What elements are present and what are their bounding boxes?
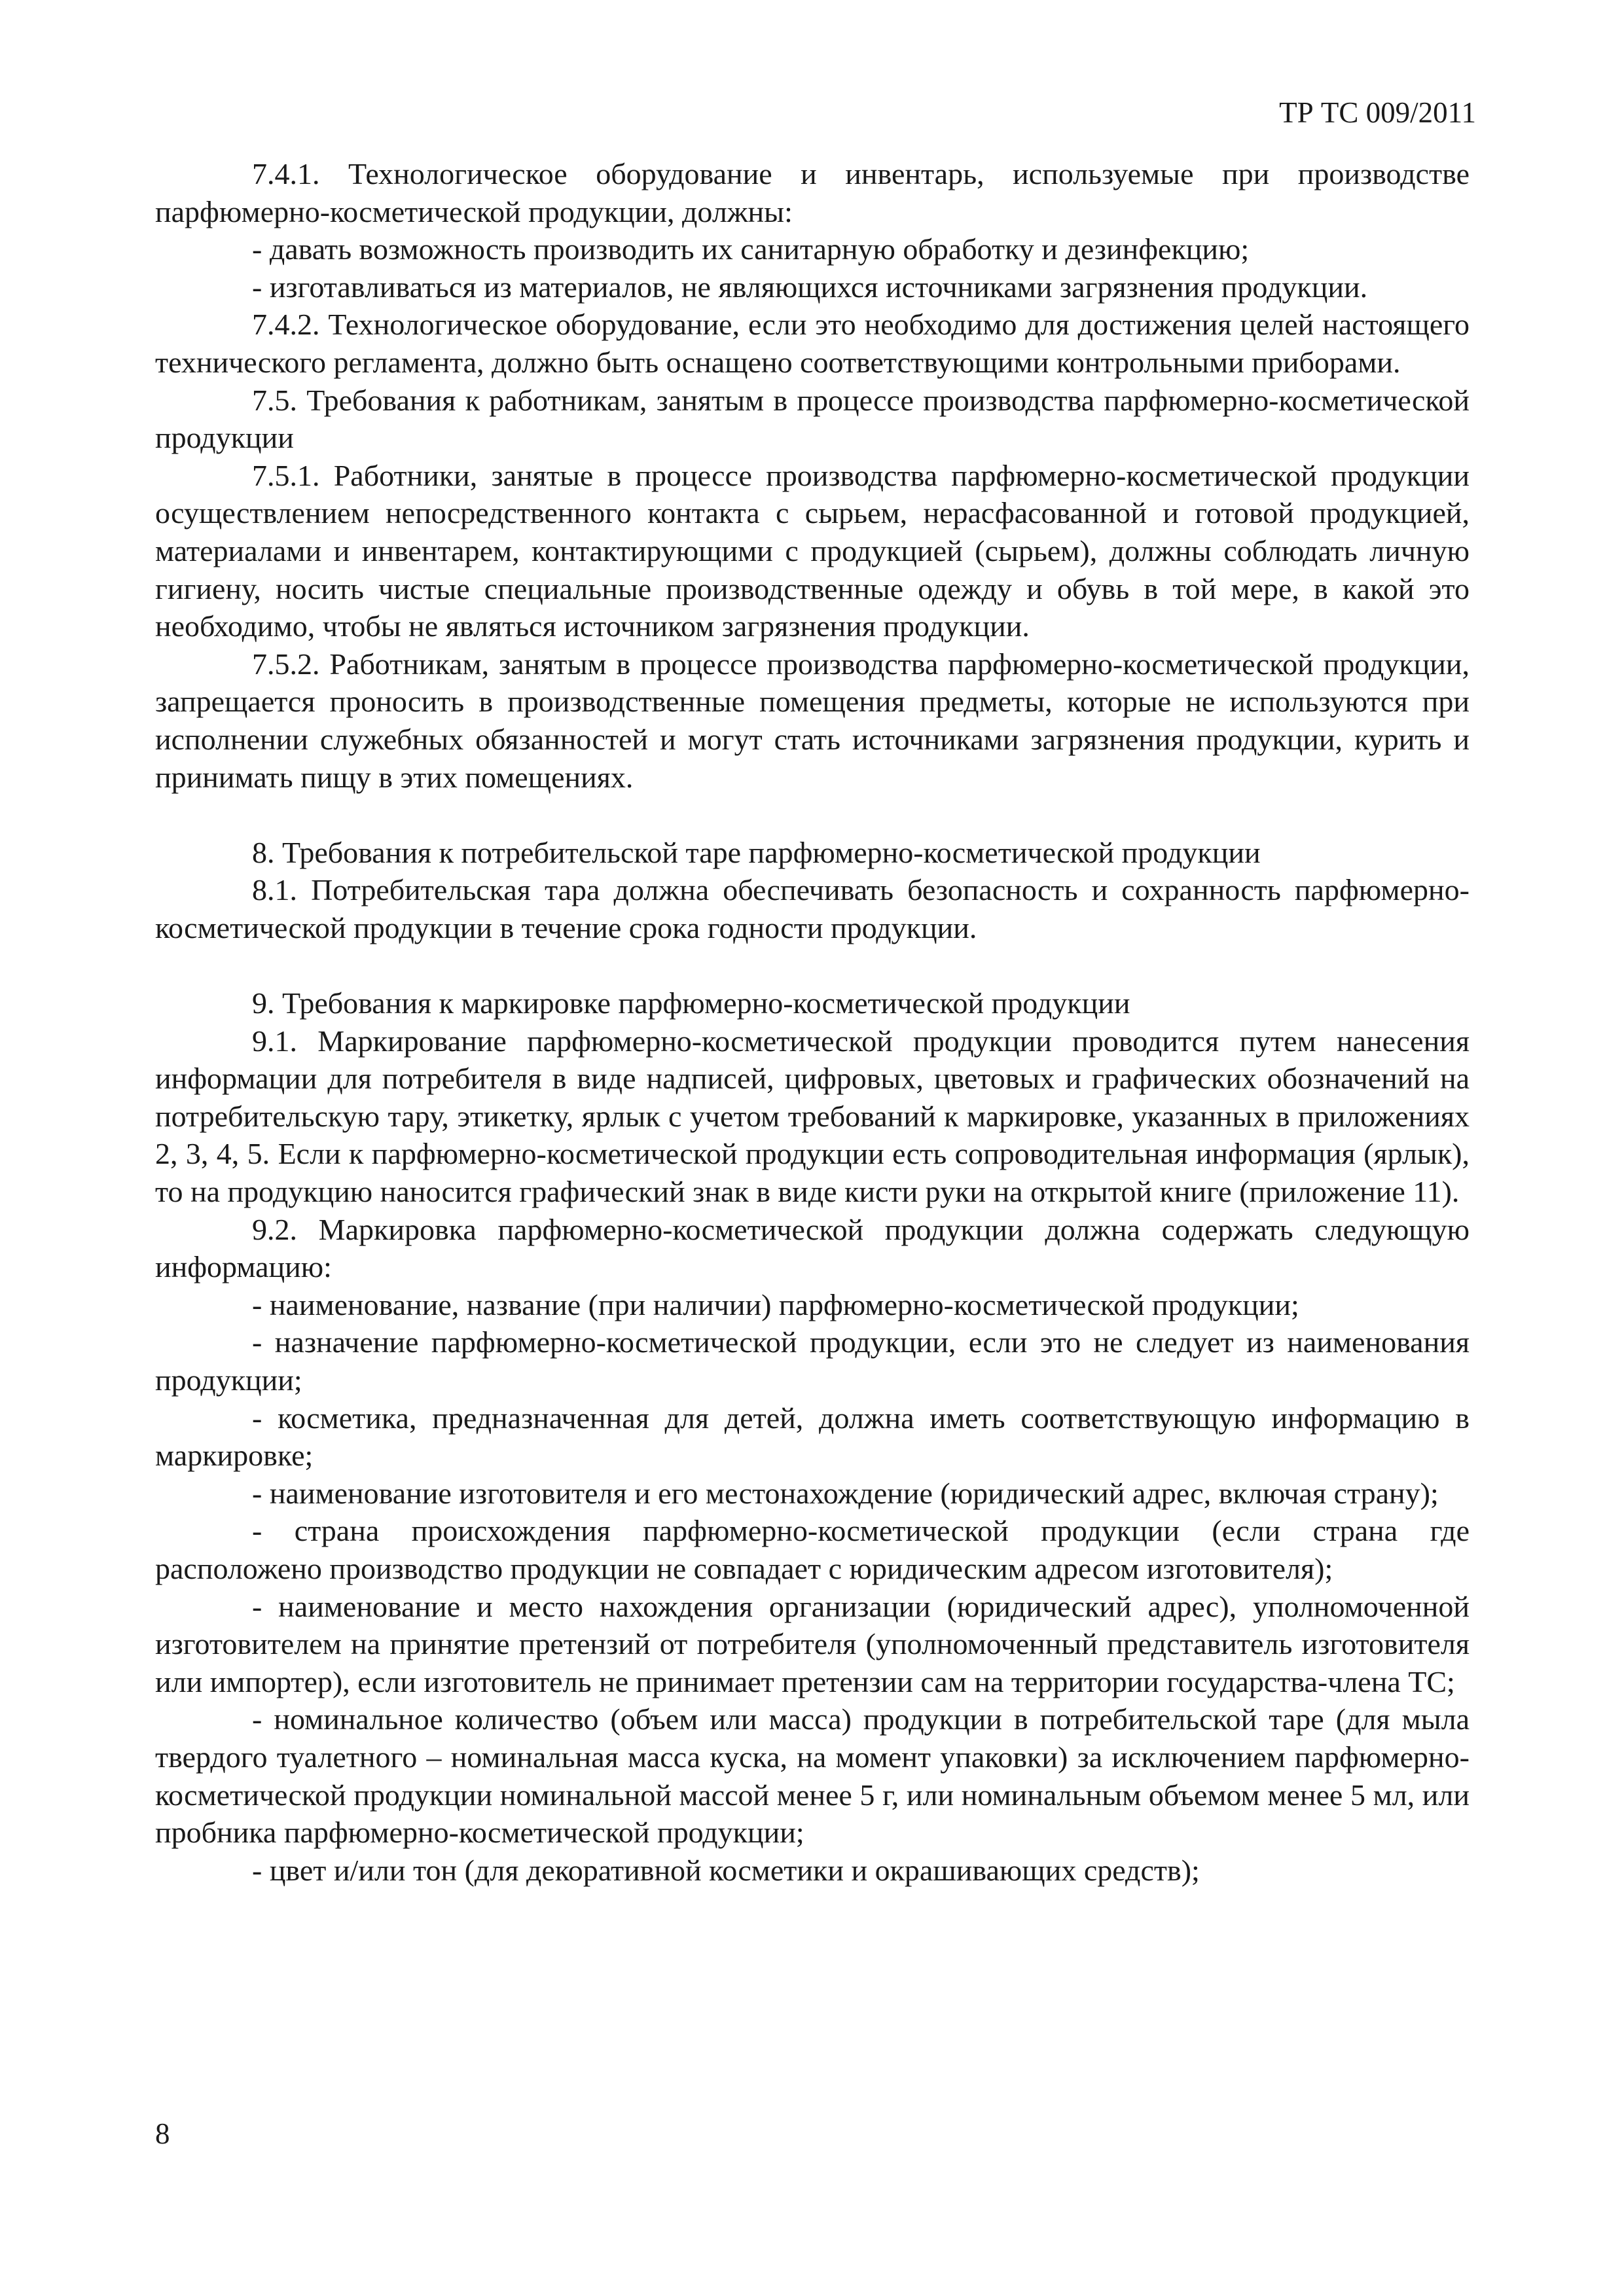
section-spacer <box>155 946 1470 984</box>
paragraph-8-1: 8.1. Потребительская тара должна обеспечивать безопасность и сохранность парфюмерно-косметической продукции в течение срока годности продукции. <box>155 873 1470 944</box>
document-body <box>155 155 1470 1889</box>
list-item: - назначение парфюмерно-косметической продукции, если это не следует из наименования продукции; <box>155 1325 1470 1397</box>
list-item-materials: - изготавливаться из материалов, не являющихся источниками загрязнения продукции. <box>252 270 1368 304</box>
paragraph-7-5-1: 7.5.1. Работники, занятые в процессе производства парфюмерно-косметической продукции осуществлением непосредственного контакта с сырьем, нерасфасованной и готовой продукцией, материалами и инвентарем, контактирующими с продукцией (сырьем), должны соблюдать личную гигиену, носить чистые специальные производственные одежду и обувь в той мере, в какой это необходимо, чтобы не являться источником загрязнения продукции. <box>155 458 1470 643</box>
paragraph-7-5: 7.5. Требования к работникам, занятым в процессе производства парфюмерно-косметической продукции <box>155 383 1470 455</box>
page-number: 8 <box>155 2117 170 2150</box>
list-item: - цвет и/или тон (для декоративной косметики и окрашивающих средств); <box>252 1853 1200 1887</box>
paragraph-7-5-2: 7.5.2. Работникам, занятым в процессе производства парфюмерно-косметической продукции, запрещается проносить в производственные помещения предметы, которые не используются при исполнении служебных обязанностей и могут стать источниками загрязнения продукции, курить и принимать пищу в этих помещениях. <box>155 647 1470 794</box>
list-item: - наименование и место нахождения организации (юридический адрес), уполномоченной изготовителем на принятие претензий от потребителя (уполномоченный представитель изготовителя или импортер), если изготовитель не принимает претензии сам на территории государства-члена ТС; <box>155 1589 1470 1698</box>
list-item-sanitary-treatment: - давать возможность производить их санитарную обработку и дезинфекцию; <box>252 232 1250 266</box>
document-code-header: ТР ТС 009/2011 <box>1279 96 1476 129</box>
paragraph-7-4-2: 7.4.2. Технологическое оборудование, если это необходимо для достижения целей настоящего технического регламента, должно быть оснащено соответствующими контрольными приборами. <box>155 308 1470 379</box>
section-spacer <box>155 796 1470 834</box>
list-item: - номинальное количество (объем или масса) продукции в потребительской таре (для мыла твердого туалетного – номинальная масса куска, на момент упаковки) за исключением парфюмерно-косметической продукции номинальной массой менее 5 г, или номинальным объемом менее 5 мл, или пробника парфюмерно-косметической продукции; <box>155 1702 1470 1850</box>
list-item: - наименование, название (при наличии) парфюмерно-косметической продукции; <box>252 1287 1299 1321</box>
list-item: - косметика, предназначенная для детей, должна иметь соответствующую информацию в маркировке; <box>155 1401 1470 1473</box>
list-item: - наименование изготовителя и его местонахождение (юридический адрес, включая страну); <box>252 1476 1439 1510</box>
paragraph-9-2: 9.2. Маркировка парфюмерно-косметической продукции должна содержать следующую информацию: <box>155 1212 1470 1284</box>
section-9-heading: 9. Требования к маркировке парфюмерно-косметической продукции <box>252 986 1130 1020</box>
paragraph-9-1: 9.1. Маркирование парфюмерно-косметической продукции проводится путем нанесения информации для потребителя в виде надписей, цифровых, цветовых и графических обозначений на потребительскую тару, этикетку, ярлык с учетом требований к маркировке, указанных в приложениях 2, 3, 4, 5. Если к парфюмерно-косметической продукции есть сопроводительная информация (ярлык), то на продукцию наносится графический знак в виде кисти руки на открытой книге (приложение 11). <box>155 1024 1470 1209</box>
list-item: - страна происхождения парфюмерно-косметической продукции (если страна где расположено производство продукции не совпадает с юридическим адресом изготовителя); <box>155 1514 1470 1585</box>
section-8-heading: 8. Требования к потребительской таре парфюмерно-косметической продукции <box>252 835 1261 869</box>
paragraph-7-4-1: 7.4.1. Технологическое оборудование и инвентарь, используемые при производстве парфюмерно-косметической продукции, должны: <box>155 157 1470 228</box>
